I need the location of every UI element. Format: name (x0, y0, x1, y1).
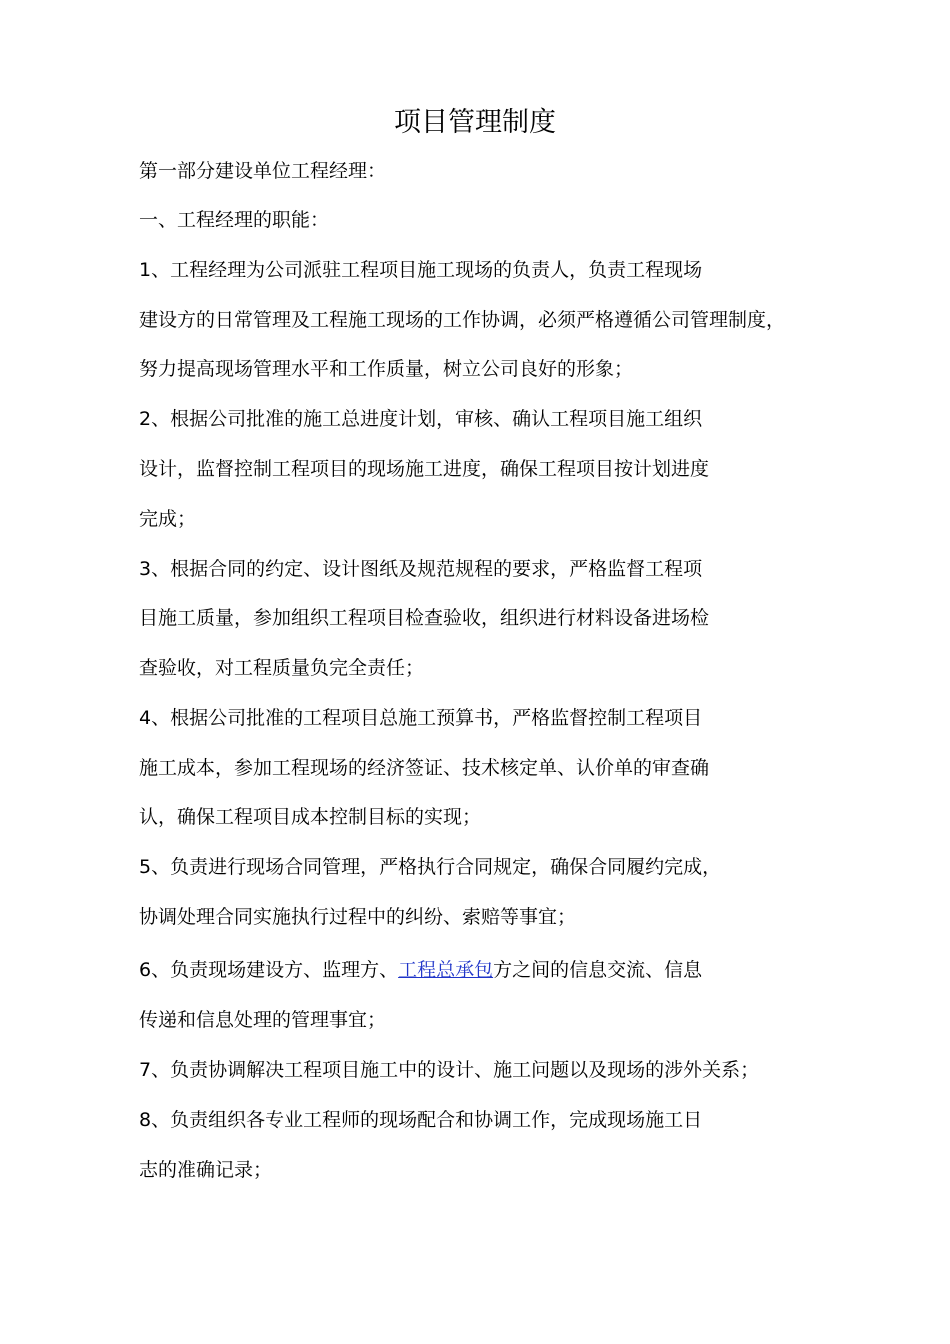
item-1-line-3: 努力提高现场管理水平和工作质量，树立公司良好的形象； (139, 358, 634, 380)
item-3-line-1: 3、根据合同的约定、设计图纸及规范规程的要求，严格监督工程项 (139, 558, 703, 580)
item-8-line-2: 志的准确记录； (139, 1159, 273, 1181)
item-6-line-2: 传递和信息处理的管理事宜； (139, 1009, 387, 1031)
item-3-line-3: 查验收，对工程质量负完全责任； (139, 657, 425, 679)
item-6-line-1-suffix: 方之间的信息交流、信息 (493, 959, 703, 981)
item-5-line-2: 协调处理合同实施执行过程中的纠纷、索赔等事宜； (139, 906, 577, 928)
item-4-line-1: 4、根据公司批准的工程项目总施工预算书，严格监督控制工程项目 (139, 707, 703, 729)
item-2-line-2: 设计，监督控制工程项目的现场施工进度，确保工程项目按计划进度 (139, 458, 710, 480)
item-2-line-3: 完成； (139, 508, 197, 530)
section-heading: 一、工程经理的职能： (139, 209, 330, 231)
item-4-line-3: 认，确保工程项目成本控制目标的实现； (139, 806, 482, 828)
item-6-line-1-prefix: 6、负责现场建设方、监理方、 (139, 959, 399, 981)
item-5-line-1: 5、负责进行现场合同管理，严格执行合同规定，确保合同履约完成， (139, 856, 722, 878)
document-title: 项目管理制度 (394, 107, 556, 138)
item-4-line-2: 施工成本，参加工程现场的经济签证、技术核定单、认价单的审查确 (139, 757, 710, 779)
general-contracting-link[interactable]: 工程总承包 (398, 959, 494, 981)
part-heading: 第一部分建设单位工程经理： (139, 160, 387, 182)
item-6-line-1 (139, 956, 702, 984)
item-1-line-1: 1、工程经理为公司派驻工程项目施工现场的负责人，负责工程现场 (139, 259, 703, 281)
item-2-line-1: 2、根据公司批准的施工总进度计划，审核、确认工程项目施工组织 (139, 408, 703, 430)
item-1-line-2: 建设方的日常管理及工程施工现场的工作协调，必须严格遵循公司管理制度， (139, 309, 786, 331)
item-7-line-1: 7、负责协调解决工程项目施工中的设计、施工问题以及现场的涉外关系； (139, 1059, 760, 1081)
item-3-line-2: 目施工质量，参加组织工程项目检查验收，组织进行材料设备进场检 (139, 607, 710, 629)
item-8-line-1: 8、负责组织各专业工程师的现场配合和协调工作，完成现场施工日 (139, 1109, 703, 1131)
